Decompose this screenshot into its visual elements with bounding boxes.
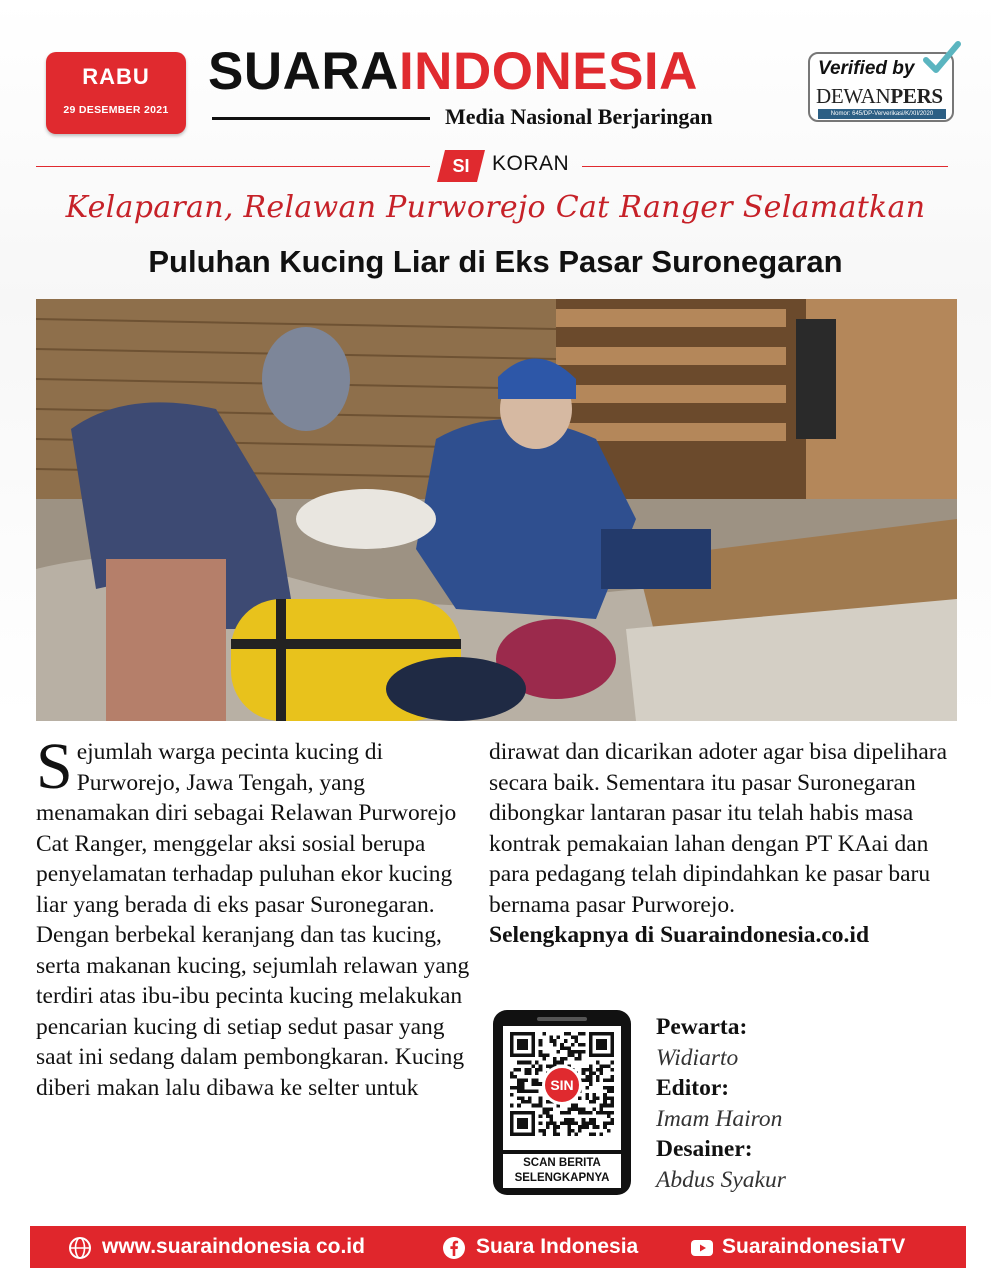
verifier-part1: DEWAN xyxy=(816,84,891,108)
date-day: RABU xyxy=(82,64,150,89)
headline-kicker: Kelaparan, Relawan Purworejo Cat Ranger Selamatkan xyxy=(65,190,926,225)
footer-bar xyxy=(30,1226,966,1268)
brand-part2: INDONESIA xyxy=(398,42,698,101)
facebook-icon xyxy=(442,1236,466,1260)
editor-role: Editor: xyxy=(656,1075,730,1101)
date-badge xyxy=(46,52,186,134)
read-more-link[interactable]: Selengkapnya di Suaraindonesia.co.id xyxy=(489,922,870,948)
brand-underline xyxy=(212,117,430,120)
section-rule-right xyxy=(582,166,948,167)
qr-phone-card[interactable] xyxy=(493,1010,631,1195)
credits xyxy=(656,1012,956,1195)
phone-notch xyxy=(537,1017,587,1021)
section-name: KORAN xyxy=(492,152,570,175)
qr-caption-line2: SELENGKAPNYA xyxy=(514,1172,610,1184)
verifier-part2: PERS xyxy=(890,84,943,108)
qr-caption-line1: SCAN BERITA xyxy=(523,1157,601,1169)
reporter-role: Pewarta: xyxy=(656,1014,748,1040)
checkmark-icon xyxy=(922,40,962,76)
designer-name: Abdus Syakur xyxy=(656,1166,786,1193)
footer-facebook-link[interactable]: Suara Indonesia xyxy=(476,1235,639,1258)
news-photo xyxy=(36,299,957,721)
verifier-number: Nomor: 645/DP-Ververikasi/K/XII/2020 xyxy=(818,109,946,119)
youtube-icon xyxy=(690,1236,714,1260)
footer-website-link[interactable]: www.suaraindonesia co.id xyxy=(102,1235,365,1258)
si-logo-text: SI xyxy=(452,156,470,176)
article-column-left xyxy=(36,730,476,1103)
brand-logo[interactable] xyxy=(208,42,698,102)
brand-part1: SUARA xyxy=(208,42,399,101)
designer-role: Desainer: xyxy=(656,1136,753,1162)
article-column-right xyxy=(489,737,951,951)
tagline: Media Nasional Berjaringan xyxy=(445,104,713,129)
sin-badge: SIN xyxy=(542,1065,582,1105)
article-paragraph-1: ejumlah warga pecinta kucing di Purworejo, Jawa Tengah, yang menamakan diri sebagai Relawan Purworejo Cat Ranger, menggelar aksi sosial berupa penyelamatan terhadap puluhan ekor kucing liar yang berada di eks pasar Suronegaran. xyxy=(36,739,457,918)
article-paragraph-3: dirawat dan dicarikan adoter agar bisa dipelihara secara baik. Sementara itu pasar Suronegaran dibongkar lantaran pasar itu telah habis masa kontrak pemakaian lahan dengan PT KAai dan para pedagang telah dipindahkan ke pasar baru bernama pasar Purworejo. xyxy=(489,739,948,918)
phone-screen xyxy=(503,1026,621,1150)
article-paragraph-2: Dengan berbekal keranjang dan tas kucing, serta makanan kucing, sejumlah relawan yang terdiri atas ibu-ibu pecinta kucing melakukan pencarian kucing di setiap sedut pasar yang saat ini sedang dalam pembongkaran. Kucing diberi makan lalu dibawa ke selter untuk xyxy=(36,922,470,1101)
editor-name: Imam Hairon xyxy=(656,1105,783,1132)
footer-youtube-link[interactable]: SuaraindonesiaTV xyxy=(722,1235,906,1258)
si-logo xyxy=(437,150,485,182)
qr-caption xyxy=(503,1154,621,1188)
section-rule-left xyxy=(36,166,430,167)
photo-illustration xyxy=(36,299,957,721)
date-full: 29 DESEMBER 2021 xyxy=(63,104,169,116)
reporter-name: Widiarto xyxy=(656,1044,739,1071)
drop-cap: S xyxy=(36,730,73,803)
globe-icon xyxy=(68,1236,92,1260)
headline-title: Puluhan Kucing Liar di Eks Pasar Suronegaran xyxy=(148,244,843,279)
verified-label: Verified by xyxy=(818,58,915,79)
verifier-name xyxy=(816,84,943,109)
verified-badge xyxy=(808,52,954,122)
